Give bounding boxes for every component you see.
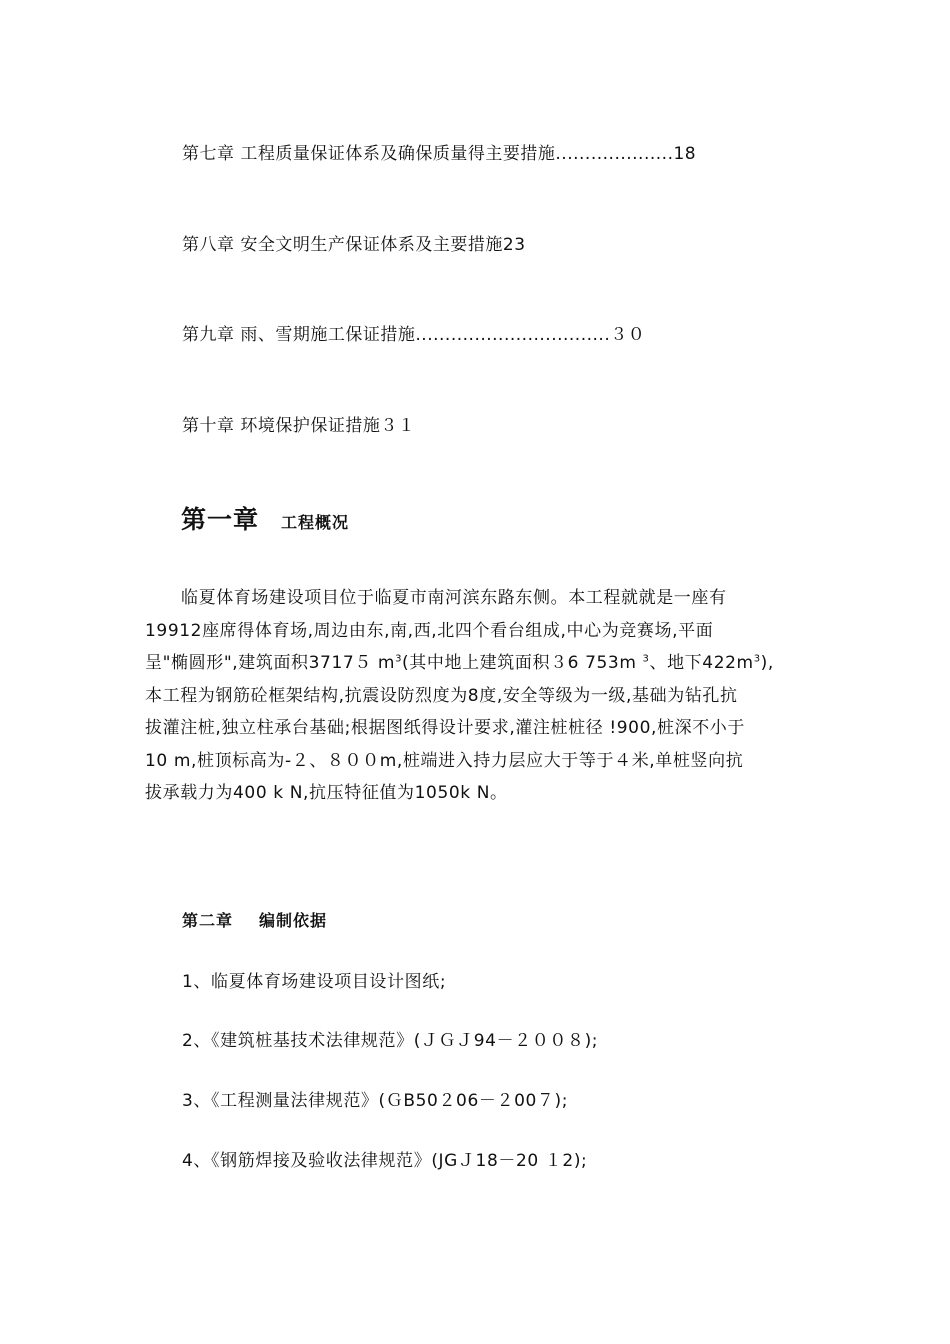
chapter-1-heading: [181, 500, 349, 536]
list-item: 4、《钢筋焊接及验收法律规范》(JGＪ18－20 １2);: [182, 1151, 588, 1171]
paragraph-line: 本工程为钢筋砼框架结构,抗震设防烈度为8度,安全等级为一级,基础为钻孔抗: [145, 685, 738, 706]
chapter-1-paragraph: [145, 582, 807, 810]
toc-entry-chapter-9: [182, 323, 645, 347]
toc-entry-chapter-8: [182, 233, 526, 257]
chapter-1-title: 工程概况: [281, 513, 350, 532]
list-item: 3、《工程测量法律规范》(ＧB50２06－２00７);: [182, 1091, 569, 1111]
paragraph-text: 呈"椭圆形",建筑面积3717５ m: [145, 653, 396, 673]
paragraph-line: [145, 647, 807, 680]
paragraph-text: 、地下422m: [649, 653, 754, 673]
superscript: 3: [642, 653, 650, 665]
superscript: 3: [395, 653, 403, 665]
chapter-2-label: 第二章: [182, 911, 234, 930]
toc-leader-dots: .................................: [415, 325, 611, 345]
paragraph-line: 拔承载力为400 k N,抗压特征值为1050k N。: [145, 783, 508, 803]
chapter-2-title: 编制依据: [259, 911, 328, 930]
toc-page-number: 18: [673, 144, 697, 164]
toc-entry-title: 第十章 环境保护保证措施３１: [182, 416, 416, 436]
toc-entry-title: 第八章 安全文明生产保证体系及主要措施23: [182, 235, 526, 255]
toc-entry-title: 第七章 工程质量保证体系及确保质量得主要措施: [182, 144, 556, 164]
toc-entry-chapter-7: [182, 142, 696, 166]
list-item: 2、《建筑桩基技术法律规范》(ＪＧＪ94－２００８);: [182, 1031, 599, 1051]
superscript: 3: [753, 653, 761, 665]
list-item: 1、临夏体育场建设项目设计图纸;: [182, 972, 447, 992]
toc-leader-dots: ....................: [555, 144, 674, 164]
paragraph-text: ),: [760, 653, 774, 673]
paragraph-text: (其中地上建筑面积３6 753m: [402, 653, 643, 673]
toc-page-number: ３０: [610, 325, 646, 345]
paragraph-line: 拔灌注桩,独立柱承台基础;根据图纸得设计要求,灌注桩桩径 !900,桩深不小于: [145, 718, 746, 738]
toc-entry-title: 第九章 雨、雪期施工保证措施: [182, 325, 416, 345]
paragraph-line: 10 m,桩顶标高为-２、８００m,桩端进入持力层应大于等于４米,单桩竖向抗: [145, 750, 744, 771]
chapter-2-heading: [182, 908, 327, 931]
paragraph-line: 临夏体育场建设项目位于临夏市南河滨东路东侧。本工程就就是一座有: [181, 588, 727, 608]
toc-entry-chapter-10: [182, 414, 415, 438]
chapter-1-label: 第一章: [181, 505, 260, 534]
paragraph-line: 19912座席得体育场,周边由东,南,西,北四个看台组成,中心为竞赛场,平面: [145, 620, 714, 641]
